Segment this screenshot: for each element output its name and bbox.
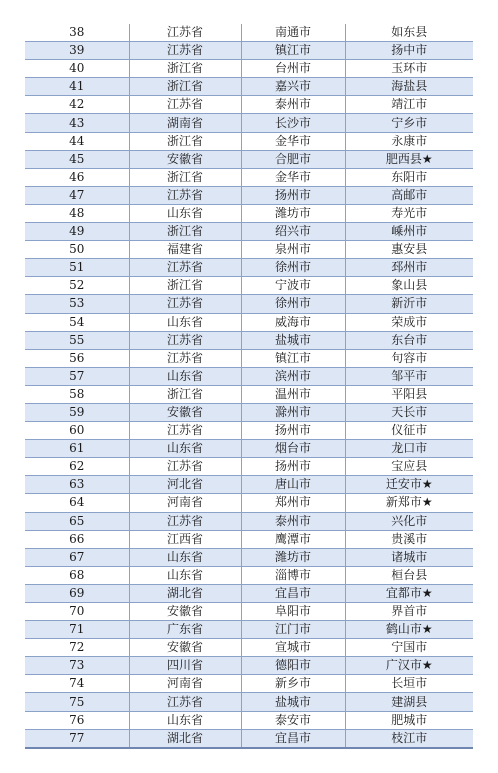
table-row xyxy=(25,385,473,403)
county-cell: 宁乡市 xyxy=(345,114,473,132)
city-cell: 盐城市 xyxy=(241,331,345,349)
county-cell: 建湖县 xyxy=(345,693,473,711)
province-cell: 山东省 xyxy=(129,440,241,458)
table-row xyxy=(25,295,473,313)
county-cell: 迁安市★ xyxy=(345,476,473,494)
table-row xyxy=(25,530,473,548)
province-cell: 山东省 xyxy=(129,566,241,584)
rank-cell: 58 xyxy=(25,385,129,403)
table-row xyxy=(25,168,473,186)
table-row xyxy=(25,657,473,675)
table-row xyxy=(25,458,473,476)
city-cell: 郑州市 xyxy=(241,494,345,512)
table-row xyxy=(25,548,473,566)
county-cell: 宜都市★ xyxy=(345,584,473,602)
province-cell: 安徽省 xyxy=(129,150,241,168)
table-row xyxy=(25,313,473,331)
province-cell: 江苏省 xyxy=(129,512,241,530)
rank-cell: 62 xyxy=(25,458,129,476)
table-row xyxy=(25,440,473,458)
rank-cell: 77 xyxy=(25,729,129,748)
city-cell: 宜昌市 xyxy=(241,584,345,602)
province-cell: 河南省 xyxy=(129,675,241,693)
city-cell: 长沙市 xyxy=(241,114,345,132)
county-cell: 象山县 xyxy=(345,277,473,295)
rank-cell: 49 xyxy=(25,223,129,241)
table-row xyxy=(25,186,473,204)
province-cell: 江西省 xyxy=(129,530,241,548)
province-cell: 湖北省 xyxy=(129,584,241,602)
ranking-table-container xyxy=(25,24,473,749)
province-cell: 浙江省 xyxy=(129,223,241,241)
city-cell: 嘉兴市 xyxy=(241,78,345,96)
province-cell: 江苏省 xyxy=(129,186,241,204)
city-cell: 镇江市 xyxy=(241,42,345,60)
province-cell: 江苏省 xyxy=(129,295,241,313)
city-cell: 扬州市 xyxy=(241,458,345,476)
province-cell: 安徽省 xyxy=(129,603,241,621)
table-row xyxy=(25,223,473,241)
rank-cell: 53 xyxy=(25,295,129,313)
province-cell: 四川省 xyxy=(129,657,241,675)
county-cell: 邳州市 xyxy=(345,259,473,277)
province-cell: 江苏省 xyxy=(129,24,241,42)
rank-cell: 72 xyxy=(25,639,129,657)
county-cell: 荣成市 xyxy=(345,313,473,331)
county-cell: 平阳县 xyxy=(345,385,473,403)
table-row xyxy=(25,150,473,168)
county-cell: 天长市 xyxy=(345,403,473,421)
rank-cell: 66 xyxy=(25,530,129,548)
table-row xyxy=(25,494,473,512)
city-cell: 扬州市 xyxy=(241,422,345,440)
county-cell: 新郑市★ xyxy=(345,494,473,512)
province-cell: 山东省 xyxy=(129,711,241,729)
county-cell: 嵊州市 xyxy=(345,223,473,241)
county-cell: 新沂市 xyxy=(345,295,473,313)
city-cell: 唐山市 xyxy=(241,476,345,494)
table-row xyxy=(25,60,473,78)
table-row xyxy=(25,621,473,639)
city-cell: 泰州市 xyxy=(241,512,345,530)
city-cell: 绍兴市 xyxy=(241,223,345,241)
rank-cell: 41 xyxy=(25,78,129,96)
table-row xyxy=(25,729,473,748)
table-body xyxy=(25,24,473,748)
rank-cell: 61 xyxy=(25,440,129,458)
city-cell: 合肥市 xyxy=(241,150,345,168)
table-row xyxy=(25,711,473,729)
rank-cell: 64 xyxy=(25,494,129,512)
rank-cell: 59 xyxy=(25,403,129,421)
province-cell: 浙江省 xyxy=(129,60,241,78)
province-cell: 浙江省 xyxy=(129,132,241,150)
province-cell: 江苏省 xyxy=(129,259,241,277)
county-cell: 宝应县 xyxy=(345,458,473,476)
rank-cell: 50 xyxy=(25,241,129,259)
city-cell: 新乡市 xyxy=(241,675,345,693)
city-cell: 台州市 xyxy=(241,60,345,78)
rank-cell: 40 xyxy=(25,60,129,78)
city-cell: 宁波市 xyxy=(241,277,345,295)
county-cell: 靖江市 xyxy=(345,96,473,114)
rank-cell: 44 xyxy=(25,132,129,150)
county-cell: 枝江市 xyxy=(345,729,473,748)
rank-cell: 42 xyxy=(25,96,129,114)
rank-cell: 54 xyxy=(25,313,129,331)
city-cell: 盐城市 xyxy=(241,693,345,711)
city-cell: 泰州市 xyxy=(241,96,345,114)
table-row xyxy=(25,512,473,530)
table-row xyxy=(25,476,473,494)
table-row xyxy=(25,96,473,114)
rank-cell: 63 xyxy=(25,476,129,494)
city-cell: 镇江市 xyxy=(241,349,345,367)
table-row xyxy=(25,422,473,440)
rank-cell: 68 xyxy=(25,566,129,584)
rank-cell: 47 xyxy=(25,186,129,204)
city-cell: 徐州市 xyxy=(241,259,345,277)
city-cell: 阜阳市 xyxy=(241,603,345,621)
rank-cell: 56 xyxy=(25,349,129,367)
city-cell: 滨州市 xyxy=(241,367,345,385)
rank-cell: 55 xyxy=(25,331,129,349)
rank-cell: 45 xyxy=(25,150,129,168)
table-row xyxy=(25,349,473,367)
county-cell: 贵溪市 xyxy=(345,530,473,548)
table-row xyxy=(25,277,473,295)
province-cell: 湖北省 xyxy=(129,729,241,748)
county-cell: 惠安县 xyxy=(345,241,473,259)
county-cell: 长垣市 xyxy=(345,675,473,693)
county-cell: 永康市 xyxy=(345,132,473,150)
table-row xyxy=(25,675,473,693)
city-cell: 泉州市 xyxy=(241,241,345,259)
province-cell: 江苏省 xyxy=(129,458,241,476)
city-cell: 宜昌市 xyxy=(241,729,345,748)
county-cell: 兴化市 xyxy=(345,512,473,530)
county-cell: 东台市 xyxy=(345,331,473,349)
table-row xyxy=(25,639,473,657)
city-cell: 南通市 xyxy=(241,24,345,42)
county-cell: 玉环市 xyxy=(345,60,473,78)
county-cell: 寿光市 xyxy=(345,204,473,222)
table-row xyxy=(25,42,473,60)
city-cell: 潍坊市 xyxy=(241,548,345,566)
city-cell: 淄博市 xyxy=(241,566,345,584)
rank-cell: 39 xyxy=(25,42,129,60)
table-row xyxy=(25,241,473,259)
county-cell: 句容市 xyxy=(345,349,473,367)
province-cell: 福建省 xyxy=(129,241,241,259)
rank-cell: 76 xyxy=(25,711,129,729)
city-cell: 烟台市 xyxy=(241,440,345,458)
rank-cell: 46 xyxy=(25,168,129,186)
county-cell: 界首市 xyxy=(345,603,473,621)
table-row xyxy=(25,566,473,584)
province-cell: 浙江省 xyxy=(129,78,241,96)
table-row xyxy=(25,114,473,132)
province-cell: 浙江省 xyxy=(129,277,241,295)
province-cell: 江苏省 xyxy=(129,422,241,440)
county-cell: 桓台县 xyxy=(345,566,473,584)
rank-cell: 73 xyxy=(25,657,129,675)
table-row xyxy=(25,259,473,277)
rank-cell: 65 xyxy=(25,512,129,530)
province-cell: 河南省 xyxy=(129,494,241,512)
city-cell: 泰安市 xyxy=(241,711,345,729)
rank-cell: 48 xyxy=(25,204,129,222)
table-row xyxy=(25,693,473,711)
city-cell: 金华市 xyxy=(241,132,345,150)
province-cell: 浙江省 xyxy=(129,385,241,403)
city-cell: 威海市 xyxy=(241,313,345,331)
rank-cell: 70 xyxy=(25,603,129,621)
province-cell: 广东省 xyxy=(129,621,241,639)
county-cell: 邹平市 xyxy=(345,367,473,385)
county-cell: 扬中市 xyxy=(345,42,473,60)
city-cell: 江门市 xyxy=(241,621,345,639)
county-cell: 高邮市 xyxy=(345,186,473,204)
county-cell: 海盐县 xyxy=(345,78,473,96)
city-cell: 宣城市 xyxy=(241,639,345,657)
county-cell: 广汉市★ xyxy=(345,657,473,675)
city-cell: 温州市 xyxy=(241,385,345,403)
table-row xyxy=(25,403,473,421)
county-cell: 如东县 xyxy=(345,24,473,42)
county-cell: 肥城市 xyxy=(345,711,473,729)
province-cell: 浙江省 xyxy=(129,168,241,186)
table-row xyxy=(25,78,473,96)
county-cell: 仪征市 xyxy=(345,422,473,440)
rank-cell: 52 xyxy=(25,277,129,295)
rank-cell: 51 xyxy=(25,259,129,277)
city-cell: 滁州市 xyxy=(241,403,345,421)
province-cell: 江苏省 xyxy=(129,42,241,60)
rank-cell: 60 xyxy=(25,422,129,440)
table-row xyxy=(25,603,473,621)
county-cell: 宁国市 xyxy=(345,639,473,657)
province-cell: 江苏省 xyxy=(129,331,241,349)
county-cell: 肥西县★ xyxy=(345,150,473,168)
rank-cell: 74 xyxy=(25,675,129,693)
city-cell: 潍坊市 xyxy=(241,204,345,222)
county-cell: 东阳市 xyxy=(345,168,473,186)
province-cell: 江苏省 xyxy=(129,96,241,114)
city-cell: 徐州市 xyxy=(241,295,345,313)
county-cell: 鹤山市★ xyxy=(345,621,473,639)
province-cell: 山东省 xyxy=(129,548,241,566)
county-cell: 诸城市 xyxy=(345,548,473,566)
province-cell: 河北省 xyxy=(129,476,241,494)
rank-cell: 43 xyxy=(25,114,129,132)
table-row xyxy=(25,331,473,349)
rank-cell: 71 xyxy=(25,621,129,639)
city-cell: 金华市 xyxy=(241,168,345,186)
rank-cell: 69 xyxy=(25,584,129,602)
province-cell: 山东省 xyxy=(129,367,241,385)
table-row xyxy=(25,584,473,602)
province-cell: 江苏省 xyxy=(129,693,241,711)
city-cell: 德阳市 xyxy=(241,657,345,675)
province-cell: 安徽省 xyxy=(129,639,241,657)
province-cell: 山东省 xyxy=(129,204,241,222)
province-cell: 湖南省 xyxy=(129,114,241,132)
rank-cell: 57 xyxy=(25,367,129,385)
table-row xyxy=(25,204,473,222)
ranking-table xyxy=(25,24,473,749)
province-cell: 安徽省 xyxy=(129,403,241,421)
province-cell: 江苏省 xyxy=(129,349,241,367)
rank-cell: 67 xyxy=(25,548,129,566)
table-row xyxy=(25,132,473,150)
rank-cell: 75 xyxy=(25,693,129,711)
rank-cell: 38 xyxy=(25,24,129,42)
table-row xyxy=(25,367,473,385)
city-cell: 鹰潭市 xyxy=(241,530,345,548)
county-cell: 龙口市 xyxy=(345,440,473,458)
city-cell: 扬州市 xyxy=(241,186,345,204)
table-row xyxy=(25,24,473,42)
province-cell: 山东省 xyxy=(129,313,241,331)
